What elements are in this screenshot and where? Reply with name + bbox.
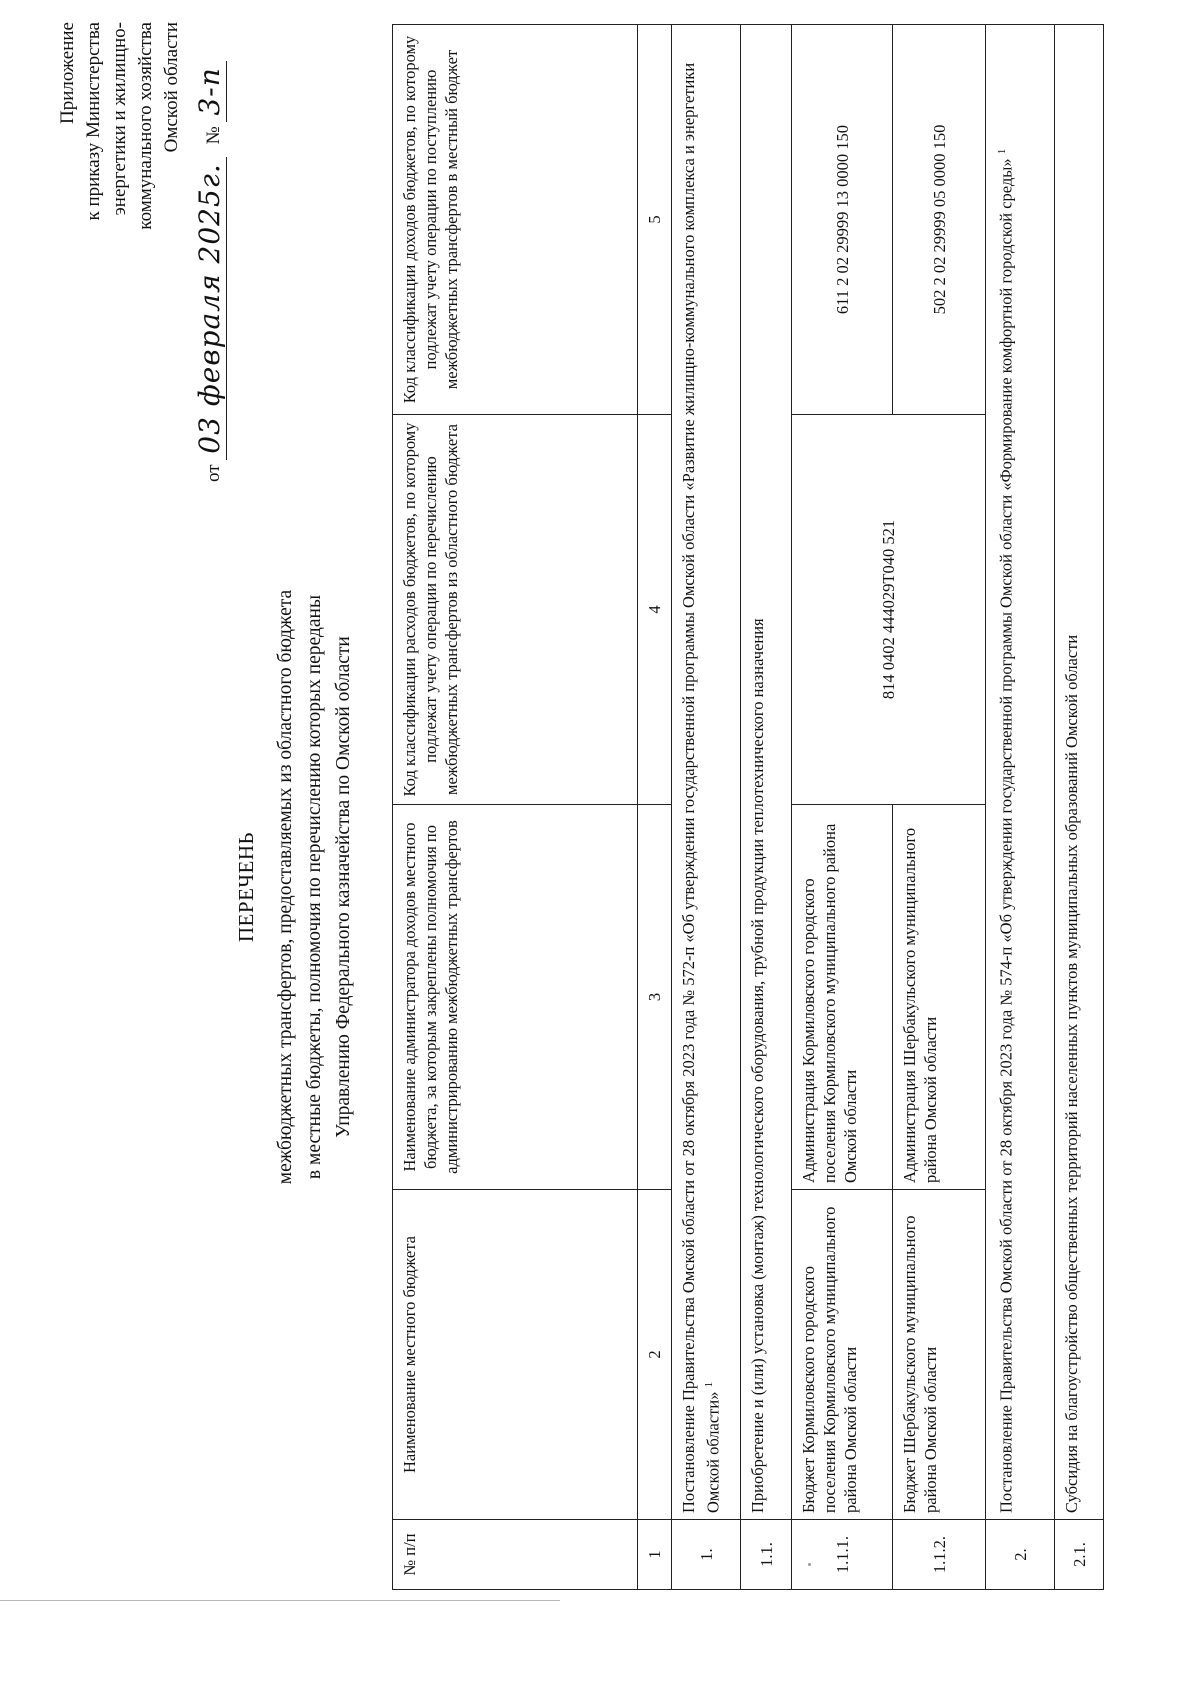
title-line: в местные бюджеты, полномочия по перечислению которых переданы — [304, 594, 325, 1180]
table-row-section-2 — [986, 25, 1055, 1590]
header-line: коммунального хозяйства — [135, 22, 156, 230]
row-number: 2.1. — [1055, 1520, 1104, 1590]
budget-name-cell: Бюджет Кормиловского городского поселения Кормиловского муниципального района Омской области — [792, 1190, 893, 1520]
order-date-line — [193, 12, 226, 482]
table-row — [893, 25, 986, 1590]
section-1-text: Постановление Правительства Омской области от 28 октября 2023 года № 572-п «Об утверждении государственной программы Омской области «Развитие жилищно-коммунального комплекса и энергетики Омской области» — [679, 62, 723, 1513]
column-number: 1 — [638, 1520, 672, 1590]
table-row — [792, 25, 893, 1590]
row-number: 1.1.2. — [893, 1520, 986, 1590]
column-number: 4 — [638, 415, 672, 805]
order-date-handwritten: 03 февраля 2025г. — [193, 157, 227, 460]
column-number-row — [638, 25, 672, 1590]
document-title-block — [232, 437, 358, 1337]
footnote-mark: 1 — [996, 148, 1008, 155]
header-line: к приказу Министерства — [83, 22, 104, 221]
order-number-handwritten: 3-п — [193, 61, 227, 121]
row-number: 1.1.1. — [792, 1520, 893, 1590]
order-prefix: от — [203, 464, 224, 482]
column-number: 5 — [638, 25, 672, 415]
header-cell-income-code: Код классификации доходов бюджетов, по которому подлежат учету операции по поступлению межбюджетных трансфертов в местный бюджет — [393, 25, 638, 415]
table-row-subsection-1-1 — [741, 25, 792, 1590]
table-header-row — [393, 25, 638, 1590]
row-number: 1. — [672, 1520, 741, 1590]
order-number-sign: № — [203, 126, 224, 145]
row-number: 2. — [986, 1520, 1055, 1590]
footnote-mark: 1 — [703, 1381, 715, 1388]
transfers-table — [392, 24, 1104, 1590]
admin-name-cell: Администрация Кормиловского городского поселения Кормиловского муниципального района Омской области — [792, 805, 893, 1190]
subsection-text: Субсидия на благоустройство общественных территорий населенных пунктов муниципальных образований Омской области — [1055, 25, 1104, 1520]
column-number: 3 — [638, 805, 672, 1190]
document-title: ПЕРЕЧЕНЬ — [234, 831, 258, 943]
header-cell-admin: Наименование администратора доходов местного бюджета, за которым закреплены полномочия по администрированию межбюджетных трансфертов — [393, 805, 638, 1190]
appendix-header — [55, 22, 185, 292]
section-text — [986, 25, 1055, 1520]
header-line: энергетики и жилищно- — [109, 22, 130, 216]
title-line: межбюджетных трансфертов, предоставляемых из областного бюджета — [275, 589, 296, 1185]
budget-name-cell: Бюджет Шербакульского муниципального района Омской области — [893, 1190, 986, 1520]
expense-code-cell: 814 0402 444029Т040 521 — [792, 415, 986, 805]
header-cell-budget: Наименование местного бюджета — [393, 1190, 638, 1520]
table-row-section-1 — [672, 25, 741, 1590]
income-code-cell: 502 2 02 29999 05 0000 150 — [893, 25, 986, 415]
column-number: 2 — [638, 1190, 672, 1520]
table-row-subsection-2-1 — [1055, 25, 1104, 1590]
section-2-text: Постановление Правительства Омской области от 28 октября 2023 года № 574-п «Об утверждении государственной программы Омской области «Формирование комфортной городской среды» — [996, 158, 1016, 1513]
section-text — [672, 25, 741, 1520]
income-code-cell: 611 2 02 29999 13 0000 150 — [792, 25, 893, 415]
title-line: Управлению Федерального казначейства по Омской области — [333, 636, 354, 1138]
header-cell-number: № п/п — [393, 1520, 638, 1590]
subsection-text: Приобретение и (или) установка (монтаж) технологического оборудования, трубной продукции теплотехнического назначения — [741, 25, 792, 1520]
admin-name-cell: Администрация Шербакульского муниципального района Омской области — [893, 805, 986, 1190]
header-line: Омской области — [161, 22, 182, 153]
row-number: 1.1. — [741, 1520, 792, 1590]
header-cell-expense-code: Код классификации расходов бюджетов, по которому подлежат учету операции по перечислению межбюджетных трансфертов из областного бюджета — [393, 415, 638, 805]
header-line: Приложение — [57, 22, 78, 124]
